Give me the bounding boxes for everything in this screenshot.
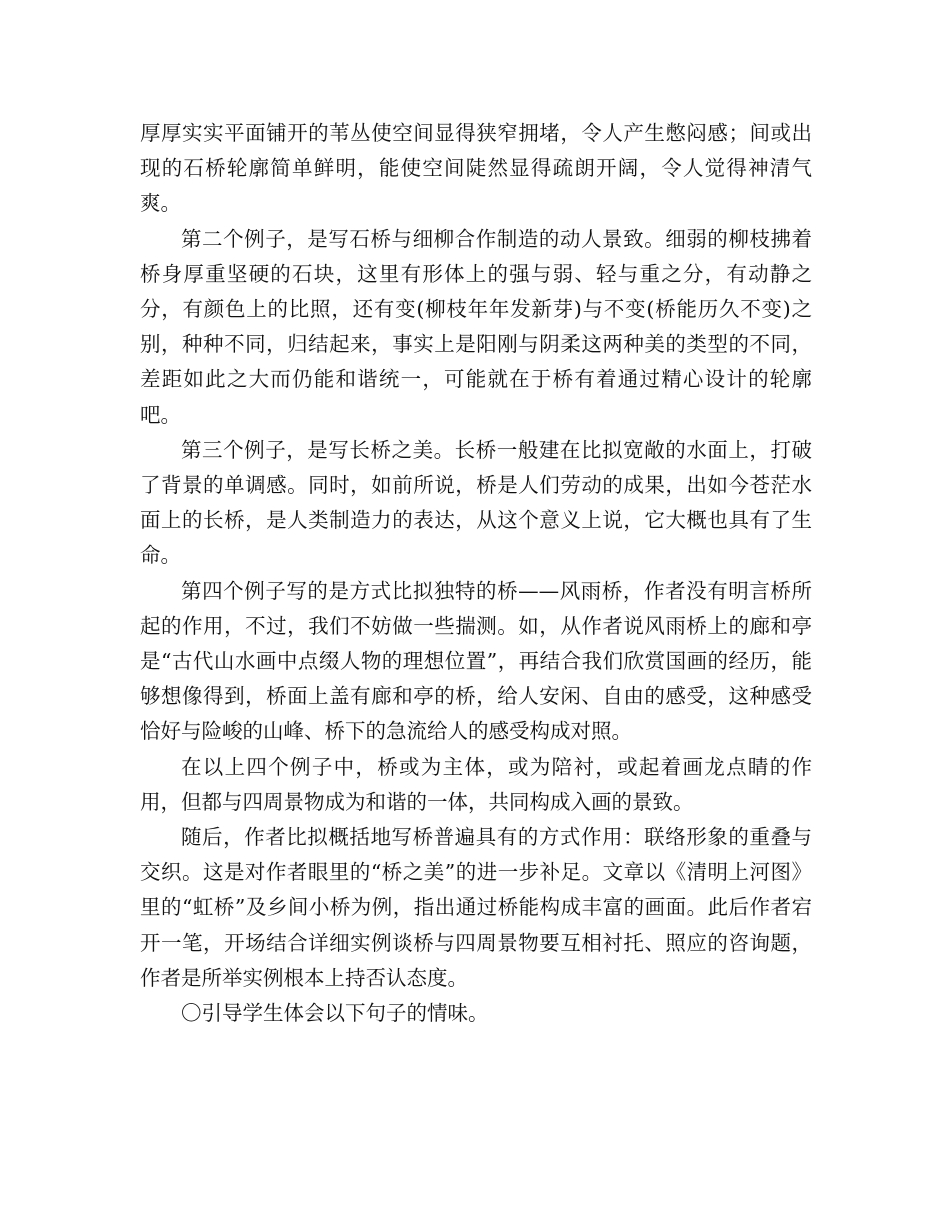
document-body [140, 116, 812, 1031]
paragraph-2: 第二个例子，是写石桥与细柳合作制造的动人景致。细弱的柳枝拂着桥身厚重坚硬的石块，这里有形体上的强与弱、轻与重之分，有动静之分，有颜色上的比照，还有变(柳枝年年发新芽)与不变(桥能历久不变)之别，种种不同，归结起来，事实上是阳刚与阴柔这两种美的类型的不同，差距如此之大而仍能和谐统一，可能就在于桥有着通过精心设计的轮廓吧。 [140, 226, 812, 427]
paragraph-3: 第三个例子，是写长桥之美。长桥一般建在比拟宽敞的水面上，打破了背景的单调感。同时，如前所说，桥是人们劳动的成果，出如今苍茫水面上的长桥，是人类制造力的表达，从这个意义上说，它大概也具有了生命。 [140, 437, 812, 568]
paragraph-1: 厚厚实实平面铺开的苇丛使空间显得狭窄拥堵，令人产生憋闷感；间或出现的石桥轮廓简单鲜明，能使空间陡然显得疏朗开阔，令人觉得神清气爽。 [140, 121, 812, 216]
paragraph-7: 〇引导学生体会以下句子的情味。 [181, 1001, 489, 1026]
paragraph-4: 第四个例子写的是方式比拟独特的桥——风雨桥，作者没有明言桥所起的作用，不过，我们不妨做一些揣测。如，从作者说风雨桥上的廊和亭是“古代山水画中点缀人物的理想位置”，再结合我们欣赏国画的经历，能够想像得到，桥面上盖有廊和亭的桥，给人安闲、自由的感受，这种感受恰好与险峻的山峰、桥下的急流给人的感受构成对照。 [140, 578, 812, 744]
paragraph-5: 在以上四个例子中，桥或为主体，或为陪衬，或起着画龙点睛的作用，但都与四周景物成为和谐的一体，共同构成入画的景致。 [140, 754, 812, 814]
paragraph-6: 随后，作者比拟概括地写桥普遍具有的方式作用：联络形象的重叠与交织。这是对作者眼里的“桥之美”的进一步补足。文章以《清明上河图》里的“虹桥”及乡间小桥为例，指出通过桥能构成丰富的画面。此后作者宕开一笔，开场结合详细实例谈桥与四周景物要互相衬托、照应的咨询题，作者是所举实例根本上持否认态度。 [140, 825, 812, 990]
